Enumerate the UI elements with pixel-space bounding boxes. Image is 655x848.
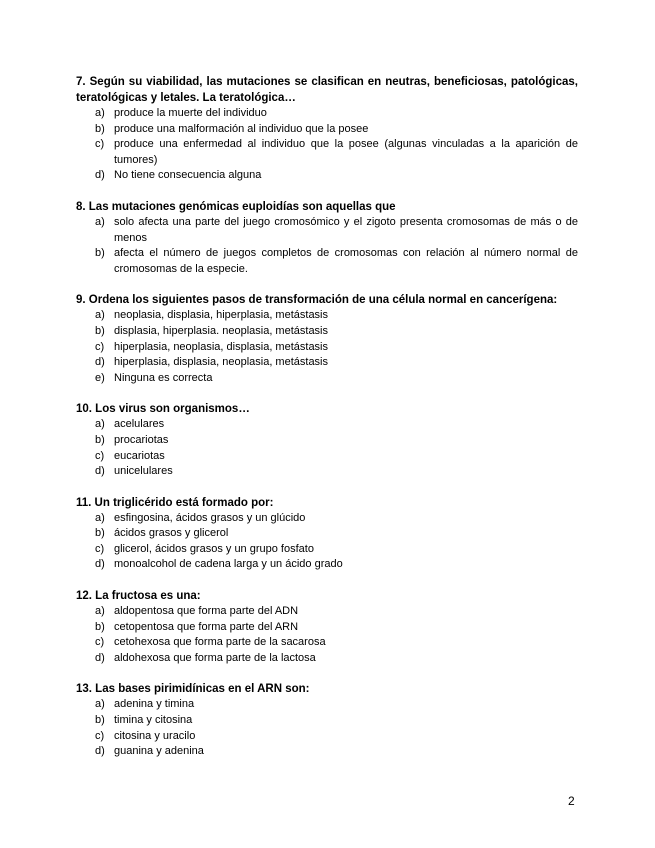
option-text: produce una enfermedad al individuo que la posee (algunas vinculadas a la aparición de tumores) (114, 138, 578, 166)
option-letter: d) (95, 356, 105, 369)
option-text: citosina y uracilo (114, 729, 196, 742)
question-11 (76, 495, 578, 573)
option-text: monoalcohol de cadena larga y un ácido grado (114, 558, 343, 571)
option-letter: d) (95, 651, 105, 664)
option-text: solo afecta una parte del juego cromosómico y el zigoto presenta cromosomas de más o de menos (114, 215, 578, 244)
option-letter: e) (95, 371, 105, 384)
option-text: displasia, hiperplasia. neoplasia, metástasis (114, 324, 329, 337)
option-list (76, 417, 578, 479)
option-item (76, 417, 578, 433)
option-text: produce la muerte del individuo (114, 107, 267, 119)
option-item (76, 635, 578, 651)
option-letter: c) (95, 340, 105, 353)
option-item (76, 557, 578, 573)
question-title: 7. Según su viabilidad, las mutaciones se clasifican en neutras, beneficiosas, patológicas, teratológicas y letales. La teratológica… (76, 76, 578, 104)
question-title: 10. Los virus son organismos… (76, 403, 250, 416)
option-letter: b) (95, 433, 105, 446)
option-item (76, 713, 578, 729)
option-letter: b) (95, 122, 105, 135)
question-title: 9. Ordena los siguientes pasos de transformación de una célula normal en cancerígena: (76, 294, 558, 307)
option-text: guanina y adenina (114, 745, 204, 758)
page-number: 2 (568, 794, 575, 808)
option-item (76, 433, 578, 449)
option-item (76, 308, 578, 324)
option-text: procariotas (114, 433, 169, 446)
option-letter: b) (95, 324, 105, 337)
question-8 (76, 199, 578, 277)
option-text: cetopentosa que forma parte del ARN (114, 620, 299, 633)
question-10 (76, 401, 578, 479)
option-letter: c) (95, 729, 105, 742)
option-text: adenina y timina (114, 698, 195, 711)
option-item (76, 246, 578, 277)
option-text: No tiene consecuencia alguna (114, 169, 262, 182)
option-item (76, 122, 578, 138)
option-letter: a) (95, 107, 105, 119)
option-item (76, 168, 578, 184)
question-title: 12. La fructosa es una: (76, 590, 201, 603)
option-text: produce una malformación al individuo que la posee (114, 122, 369, 135)
option-list (76, 308, 578, 386)
option-text: aldopentosa que forma parte del ADN (114, 605, 299, 618)
option-letter: a) (95, 605, 105, 618)
option-letter: c) (95, 449, 105, 462)
option-letter: b) (95, 620, 105, 633)
option-text: glicerol, ácidos grasos y un grupo fosfato (114, 542, 314, 555)
option-item (76, 215, 578, 246)
option-list (76, 106, 578, 184)
option-list (76, 697, 578, 759)
option-letter: c) (95, 542, 105, 555)
option-text: unicelulares (114, 465, 173, 478)
option-text: eucariotas (114, 449, 165, 462)
option-item (76, 651, 578, 667)
option-item (76, 526, 578, 542)
option-item (76, 106, 578, 122)
option-item (76, 355, 578, 371)
option-text: cetohexosa que forma parte de la sacarosa (114, 636, 326, 649)
option-text: hiperplasia, displasia, neoplasia, metástasis (114, 356, 329, 369)
option-item (76, 137, 578, 168)
option-item (76, 542, 578, 558)
option-text: Ninguna es correcta (114, 371, 213, 384)
question-13 (76, 681, 578, 759)
option-item (76, 620, 578, 636)
option-list (76, 604, 578, 666)
option-letter: a) (95, 418, 105, 431)
option-item (76, 449, 578, 465)
option-item (76, 729, 578, 745)
option-letter: d) (95, 465, 105, 478)
option-text: hiperplasia, neoplasia, displasia, metástasis (114, 340, 329, 353)
option-item (76, 340, 578, 356)
option-text: ácidos grasos y glicerol (114, 527, 229, 540)
option-item (76, 464, 578, 480)
question-title: 13. Las bases pirimidínicas en el ARN son: (76, 683, 310, 696)
question-12 (76, 588, 578, 666)
option-letter: b) (95, 714, 105, 727)
option-letter: d) (95, 745, 105, 758)
option-item (76, 744, 578, 760)
question-title: 8. Las mutaciones genómicas euploidías son aquellas que (76, 200, 396, 213)
option-text: timina y citosina (114, 714, 193, 727)
option-list (76, 511, 578, 573)
option-item (76, 511, 578, 527)
option-text: esfingosina, ácidos grasos y un glúcido (114, 511, 306, 524)
option-letter: c) (95, 138, 105, 151)
option-letter: d) (95, 169, 105, 182)
option-letter: a) (95, 309, 105, 322)
option-text: acelulares (114, 418, 165, 431)
question-title: 11. Un triglicérido está formado por: (76, 496, 274, 509)
question-9 (76, 292, 578, 386)
option-list (76, 215, 578, 277)
option-item (76, 697, 578, 713)
option-item (76, 324, 578, 340)
option-letter: c) (95, 636, 105, 649)
option-item (76, 371, 578, 387)
option-letter: b) (95, 527, 105, 540)
option-text: neoplasia, displasia, hiperplasia, metástasis (114, 309, 329, 322)
option-letter: a) (95, 511, 105, 524)
document-body (76, 74, 578, 775)
option-letter: a) (95, 215, 105, 228)
option-letter: b) (95, 247, 105, 260)
option-text: aldohexosa que forma parte de la lactosa (114, 651, 316, 664)
option-text: afecta el número de juegos completos de cromosomas con relación al número normal de cromosomas de la especie. (114, 247, 578, 275)
option-letter: d) (95, 558, 105, 571)
question-7 (76, 74, 578, 184)
option-item (76, 604, 578, 620)
option-letter: a) (95, 698, 105, 711)
